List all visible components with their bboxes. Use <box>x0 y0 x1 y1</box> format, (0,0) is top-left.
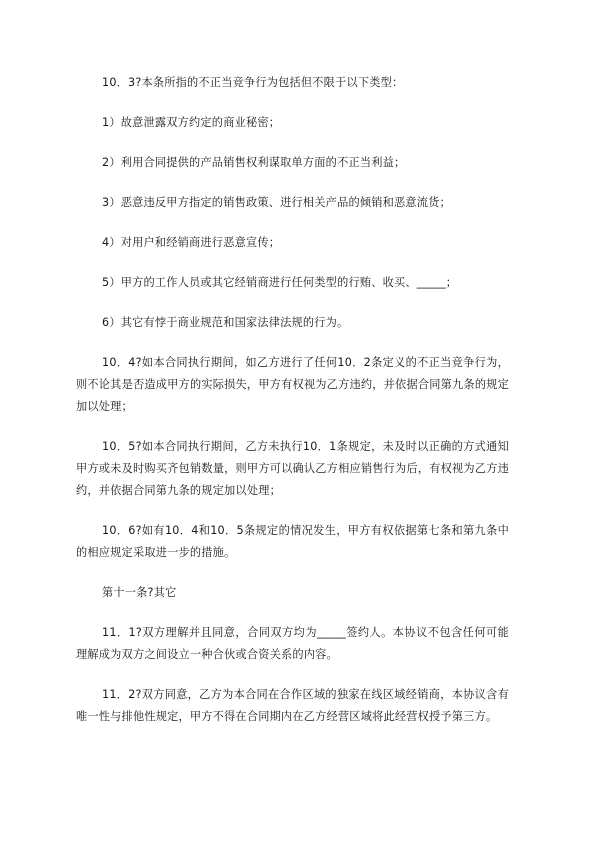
spacer <box>76 604 509 622</box>
clause-10-3: 10．3?本条所指的不正当竞争行为包括但不限于以下类型： <box>102 76 404 89</box>
spacer <box>76 214 509 232</box>
spacer <box>76 94 509 112</box>
section-heading-11: 第十一条?其它 <box>102 586 177 599</box>
list-item-3: 3）恶意违反甲方指定的销售政策、进行相关产品的倾销和恶意流货； <box>102 196 451 209</box>
list-item-5: 5）甲方的工作人员或其它经销商进行任何类型的行贿、收买、_____； <box>102 276 458 289</box>
clause-10-6: 10．6?如有10．4和10．5条规定的情况发生，甲方有权依据第七条和第九条中的相应规定采取进一步的措施。 <box>76 524 509 559</box>
spacer <box>76 564 509 582</box>
list-item-2: 2）利用合同提供的产品销售权利谋取单方面的不正当利益； <box>102 156 406 169</box>
clause-10-5: 10．5?如本合同执行期间，乙方未执行10．1条规定，未及时以正确的方式通知甲方或未及时购买齐包销数量，则甲方可以确认乙方相应销售行为后，有权视为乙方违约，并依据合同第九条的规定加以处理； <box>76 440 509 497</box>
spacer <box>76 134 509 152</box>
list-item-4: 4）对用户和经销商进行恶意宣传； <box>102 236 281 249</box>
clause-11-1: 11．1?双方理解并且同意，合同双方均为_____签约人。本协议不包含任何可能理解成为双方之间设立一种合伙或合资关系的内容。 <box>76 626 509 661</box>
spacer <box>76 254 509 272</box>
spacer <box>76 502 509 520</box>
list-item-1: 1）故意泄露双方约定的商业秘密； <box>102 116 281 129</box>
spacer <box>76 666 509 684</box>
spacer <box>76 334 509 352</box>
list-item-6: 6）其它有悖于商业规范和国家法律法规的行为。 <box>102 316 349 329</box>
spacer <box>76 418 509 436</box>
spacer <box>76 174 509 192</box>
spacer <box>76 294 509 312</box>
clause-10-4: 10．4?如本合同执行期间，如乙方进行了任何10．2条定义的不正当竞争行为，则不论其是否造成甲方的实际损失，甲方有权视为乙方违约，并依据合同第九条的规定加以处理； <box>76 356 509 413</box>
clause-11-2: 11．2?双方同意，乙方为本合同在合作区域的独家在线区域经销商，本协议含有唯一性与排他性规定，甲方不得在合同期内在乙方经营区域将此经营权授予第三方。 <box>76 688 509 723</box>
